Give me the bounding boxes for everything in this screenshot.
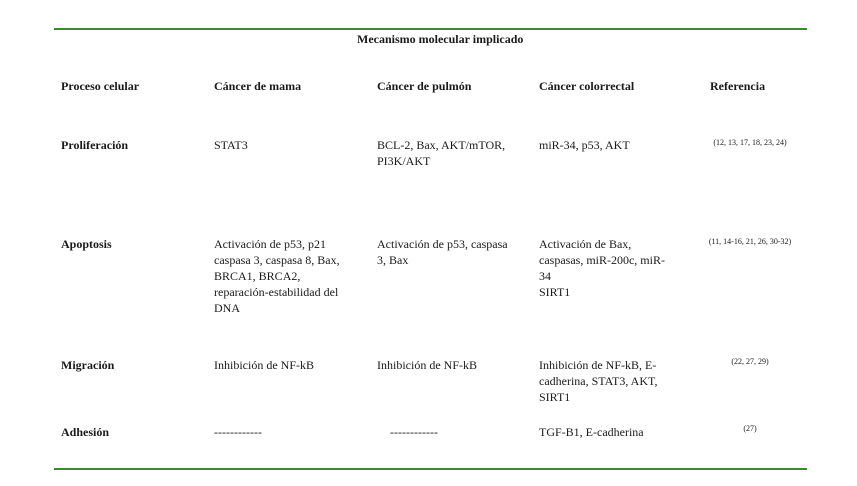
cell-pulmon: [377, 236, 525, 268]
cell-mama: [214, 137, 362, 153]
cell-pulmon: [390, 424, 538, 440]
cell-line: Activación de p53, caspasa: [377, 237, 508, 251]
header-pulmon: Cáncer de pulmón: [377, 79, 472, 93]
cell-line: DNA: [214, 301, 240, 315]
cell-colorrectal: [539, 424, 687, 440]
cell-line: Inhibición de NF-kB, E-: [539, 358, 657, 372]
cell-line: reparación-estabilidad del: [214, 285, 339, 299]
cell-line: BRCA1, BRCA2,: [214, 269, 301, 283]
cell-line: 34: [539, 269, 551, 283]
cell-line: Inhibición de NF-kB: [377, 358, 477, 372]
cell-line: cadherina, STAT3, AKT,: [539, 374, 658, 388]
cell-pulmon: [377, 137, 525, 169]
cell-referencia: (12, 13, 17, 18, 23, 24): [713, 138, 787, 147]
cell-pulmon: [377, 357, 525, 373]
row-proceso: Adhesión: [61, 425, 110, 439]
cell-colorrectal: [539, 236, 687, 300]
header-mama: Cáncer de mama: [214, 79, 302, 93]
header-referencia: Referencia: [710, 79, 766, 93]
cell-mama: [214, 236, 362, 316]
cell-colorrectal: [539, 357, 687, 405]
table-caption: Mecanismo molecular implicado: [357, 32, 524, 46]
row-proceso: Apoptosis: [61, 237, 112, 251]
cell-line: TGF-B1, E-cadherina: [539, 425, 644, 439]
header-colorrectal: Cáncer colorrectal: [539, 79, 635, 93]
cell-referencia: (27): [743, 424, 757, 433]
cell-line: Activación de p53, p21: [214, 237, 326, 251]
top-rule: [54, 28, 807, 30]
cell-line: SIRT1: [539, 285, 571, 299]
bottom-rule: [54, 468, 807, 470]
header-proceso: Proceso celular: [61, 79, 140, 93]
cell-referencia: (22, 27, 29): [731, 357, 769, 366]
cell-colorrectal: [539, 137, 687, 153]
cell-mama: [214, 424, 362, 440]
cell-line: PI3K/AKT: [377, 154, 431, 168]
cell-mama: [214, 357, 362, 373]
row-proceso: Proliferación: [61, 138, 129, 152]
cell-line: BCL-2, Bax, AKT/mTOR,: [377, 138, 506, 152]
cell-referencia: (11, 14-16, 21, 26, 30-32): [708, 237, 792, 246]
cell-line: 3, Bax: [377, 253, 409, 267]
cell-line: caspasas, miR-200c, miR-: [539, 253, 665, 267]
cell-line: ------------: [390, 425, 438, 439]
cell-line: ------------: [214, 425, 262, 439]
cell-line: Activación de Bax,: [539, 237, 632, 251]
cell-line: caspasa 3, caspasa 8, Bax,: [214, 253, 340, 267]
cell-line: miR-34, p53, AKT: [539, 138, 630, 152]
cell-line: Inhibición de NF-kB: [214, 358, 314, 372]
cell-line: SIRT1: [539, 390, 571, 404]
row-proceso: Migración: [61, 358, 115, 372]
cell-line: STAT3: [214, 138, 248, 152]
